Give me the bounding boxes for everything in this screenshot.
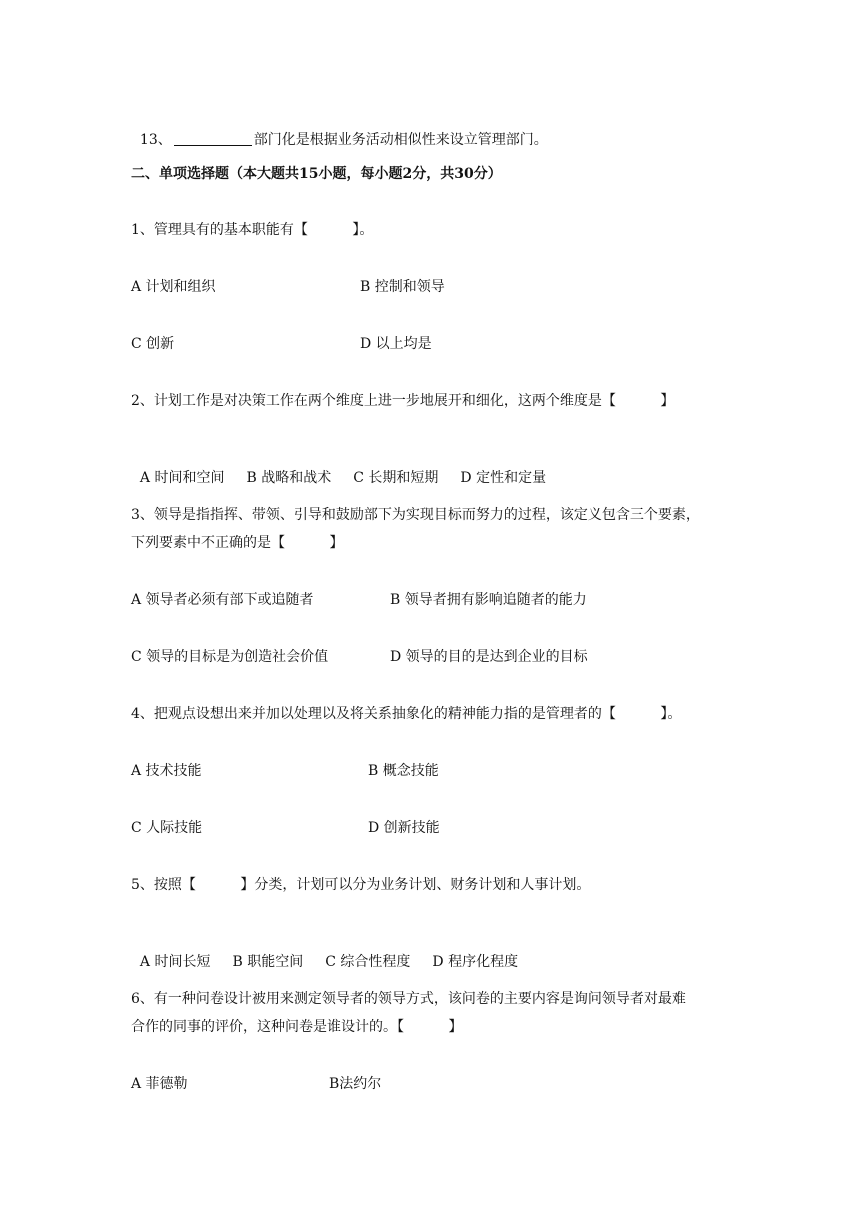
question-4-option-b: B 概念技能 — [368, 763, 439, 779]
question-4-option-a: A 技术技能 — [131, 763, 202, 779]
question-3-option-d: D 领导的目的是达到企业的目标 — [390, 649, 588, 665]
question-13 — [131, 110, 548, 150]
question-2-options — [131, 448, 546, 488]
question-4-option-c: C 人际技能 — [131, 820, 203, 836]
question-1-option-c: C 创新 — [131, 336, 175, 352]
question-3-option-c: C 领导的目标是为创造社会价值 — [131, 649, 329, 665]
question-5-options — [131, 932, 518, 972]
question-2-stem: 2、计划工作是对决策工作在两个维度上进一步地展开和细化，这两个维度是【 】 — [131, 393, 675, 409]
question-2-option-c: C 长期和短期 — [353, 470, 439, 486]
question-6-stem-line-2: 合作的同事的评价，这种问卷是谁设计的。【 】 — [131, 1019, 463, 1035]
question-5-stem: 5、按照【 】分类，计划可以分为业务计划、财务计划和人事计划。 — [131, 877, 591, 893]
question-4-option-d: D 创新技能 — [368, 820, 440, 836]
question-13-text: 部门化是根据业务活动相似性来设立管理部门。 — [253, 132, 548, 148]
question-3-option-a: A 领导者必须有部下或追随者 — [131, 592, 314, 608]
answer-blank — [174, 131, 252, 146]
question-3-stem-line-2: 下列要素中不正确的是【 】 — [131, 535, 344, 551]
question-5-option-c: C 综合性程度 — [325, 954, 411, 970]
question-5-option-b: B 职能空间 — [232, 954, 304, 970]
section-heading: 二、单项选择题（本大题共15小题，每小题2分，共30分） — [131, 166, 502, 182]
question-6-option-b: B法约尔 — [329, 1076, 382, 1092]
question-4-stem: 4、把观点设想出来并加以处理以及将关系抽象化的精神能力指的是管理者的【 】。 — [131, 706, 682, 722]
question-3-option-b: B 领导者拥有影响追随者的能力 — [390, 592, 587, 608]
question-6-option-a: A 菲德勒 — [131, 1076, 188, 1092]
question-3-stem-line-1: 3、领导是指指挥、带领、引导和鼓励部下为实现目标而努力的过程，该定义包含三个要素， — [131, 507, 700, 523]
question-5-option-a: A 时间长短 — [139, 954, 211, 970]
question-1-option-b: B 控制和领导 — [360, 279, 445, 295]
question-1-stem: 1、管理具有的基本职能有【 】。 — [131, 222, 374, 238]
question-1-option-d: D 以上均是 — [360, 336, 432, 352]
question-5-option-d: D 程序化程度 — [432, 954, 519, 970]
question-6-stem-line-1: 6、有一种问卷设计被用来测定领导者的领导方式，该问卷的主要内容是询问领导者对最难 — [131, 991, 686, 1007]
question-1-option-a: A 计划和组织 — [131, 279, 216, 295]
question-2-option-b: B 战略和战术 — [246, 470, 332, 486]
question-2-option-d: D 定性和定量 — [460, 470, 547, 486]
question-13-number: 13、 — [139, 132, 172, 148]
question-2-option-a: A 时间和空间 — [139, 470, 225, 486]
